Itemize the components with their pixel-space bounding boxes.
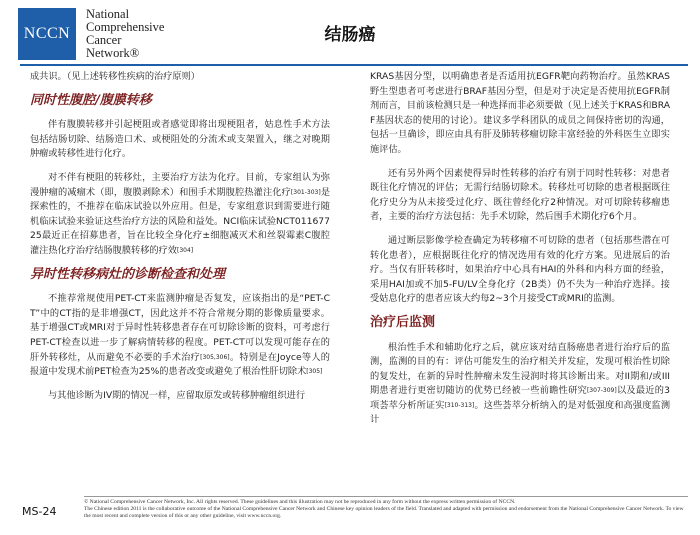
- citation: [305]: [306, 368, 323, 376]
- page-title: 结肠癌: [324, 25, 376, 45]
- org-line: Cancer: [86, 33, 122, 47]
- copyright-footer: [84, 499, 688, 520]
- section-heading: 同时性腹腔/腹膜转移: [30, 92, 152, 108]
- footer-line: The Chinese edition 2011 is the collaborative outcome of the National Comprehensive Cancer Network and Chinese key opinion leaders of the field. Translated and adapted with permission and endorsement from the National Comprehensive Cancer Network. To view the most recent and complete version of this or any other guideline, visit www.nccn.org.: [84, 506, 684, 519]
- footer-line: © National Comprehensive Cancer Network, Inc. All rights reserved. These guidelines and this illustration may not be reproduced in any form without the express written permission of NCCN.: [84, 499, 516, 505]
- citation: [310-313]: [444, 401, 475, 409]
- right-column: [370, 70, 670, 437]
- footer-divider: [84, 496, 688, 497]
- citation: [304]: [177, 246, 194, 254]
- paragraph: 伴有腹膜转移并引起梗阻或者感觉即将出现梗阻者，姑息性手术方法包括结肠切除、结肠造口术、或梗阻处的分流术或支架置入，继之对晚期肿瘤或转移性进行化疗。: [30, 119, 330, 160]
- text-run: 对不伴有梗阻的转移灶，主要治疗方法为化疗。目前，专家组认为弥漫肿瘤的减瘤术（即，腹膜剥除术）和围手术期腹腔热灌注化疗: [30, 171, 330, 198]
- nccn-logo: NCCN: [18, 8, 76, 60]
- org-line: Network®: [86, 46, 140, 60]
- citation: [305,306]: [200, 353, 230, 361]
- text-run: 不推荐常规使用PET-CT来监测肿瘤是否复发，应该指出的是“PET-CT”中的CT指的是非增强CT，因此这并不符合常规分期的影像质量要求。基于增强CT或MRI对于异时性转移患者存在可切除诊断的资料，可考虑行PET-CT检查以进一步了解病情转移的程度。PET-CT可以发现可能存在的肝外转移灶，从而避免不必要的手术治疗: [30, 293, 330, 363]
- header-divider: [20, 64, 688, 66]
- paragraph: [30, 171, 330, 259]
- paragraph: 与其他诊断为IV期的情况一样，应留取原发或转移肿瘤组织进行: [48, 389, 306, 401]
- paragraph: 通过断层影像学检查确定为转移瘤不可切除的患者（包括那些潜在可转化患者），应根据既往化疗的情况选用有效的化疗方案。见进展后的治疗。当仅有肝转移时，如果治疗中心具有HAI的外科和内科方面的经验，采用HAI加或不加5-FU/LV全身化疗（2B类）仍不失为一种治疗选择。接受姑息化疗的患者应该大约每2~3个月接受CT或MRI的监测。: [370, 234, 670, 305]
- text-run: 是探索性的，不推荐在临床试验以外应用。但是，专家组意识到需要进行随机临床试验来验证这些治疗方法的风险和益处。NCI临床试验NCT01167725最近正在招募患者，旨在比较全身化疗±细胞减灭术和丝裂霉素C腹腔灌注热化疗治疗结肠腹膜转移的疗效: [30, 186, 331, 256]
- page-header: [0, 0, 700, 62]
- text-run: 。这些荟萃分析纳入的是对低强度和高强度监测计: [370, 399, 671, 426]
- text-run: 以及最近的3项荟萃分析所证实: [370, 385, 670, 411]
- section-heading: 异时性转移病灶的诊断检查和处理: [30, 266, 226, 282]
- citation: [307-309]: [586, 387, 617, 395]
- section-heading: 治疗后监测: [370, 314, 436, 330]
- paragraph: 还有另外两个因素使得异时性转移的治疗有别于同时性转移：对患者既往化疗情况的评估；无需行结肠切除术。转移灶可切除的患者根据既往化疗史分为从未接受过化疗、既往曾经化疗2种情况。对可切除转移瘤患者，主要的治疗方法包括：先手术切除，然后围手术期化疗6个月。: [370, 167, 670, 223]
- left-column: [30, 70, 330, 412]
- page-number: MS-24: [22, 505, 57, 518]
- text-run: 。特别是在Joyce等人的报道中发现术前PET检查为25%的患者改变或避免了根治性肝切除术: [30, 351, 330, 378]
- citation: [301-303]: [290, 188, 321, 196]
- text-run: 根治性手术和辅助化疗之后，就应该对结直肠癌患者进行治疗后的监测，监测的目的有：评估可能发生的治疗相关并发症，发现可根治性切除的复发灶，在新的异时性肿瘤未发生浸润时将其诊断出来。对II期和/或III期患者进行更密切随访的优势已经被一些前瞻性研究: [370, 341, 670, 397]
- org-line: National: [86, 7, 130, 21]
- paragraph: [370, 341, 670, 429]
- paragraph: 成共识。（见上述转移性疾病的治疗原则）: [30, 71, 200, 82]
- paragraph: [30, 292, 330, 380]
- paragraph: KRAS基因分型，以明确患者是否适用抗EGFR靶向药物治疗。虽然KRAS野生型患者可考虑进行BRAF基因分型，但是对于决定是否使用抗EGFR制剂而言，目前该检测只是一种选择而非必须要做（见上述关于KRAS和BRAF基因状态的使用的讨论）。建议多学科团队的成员之间保持密切的沟通，包括一旦确诊，即应由具有肝及肺转移瘤切除丰富经验的外科医生立即实施评估。: [370, 71, 671, 155]
- org-line: Comprehensive: [86, 20, 165, 34]
